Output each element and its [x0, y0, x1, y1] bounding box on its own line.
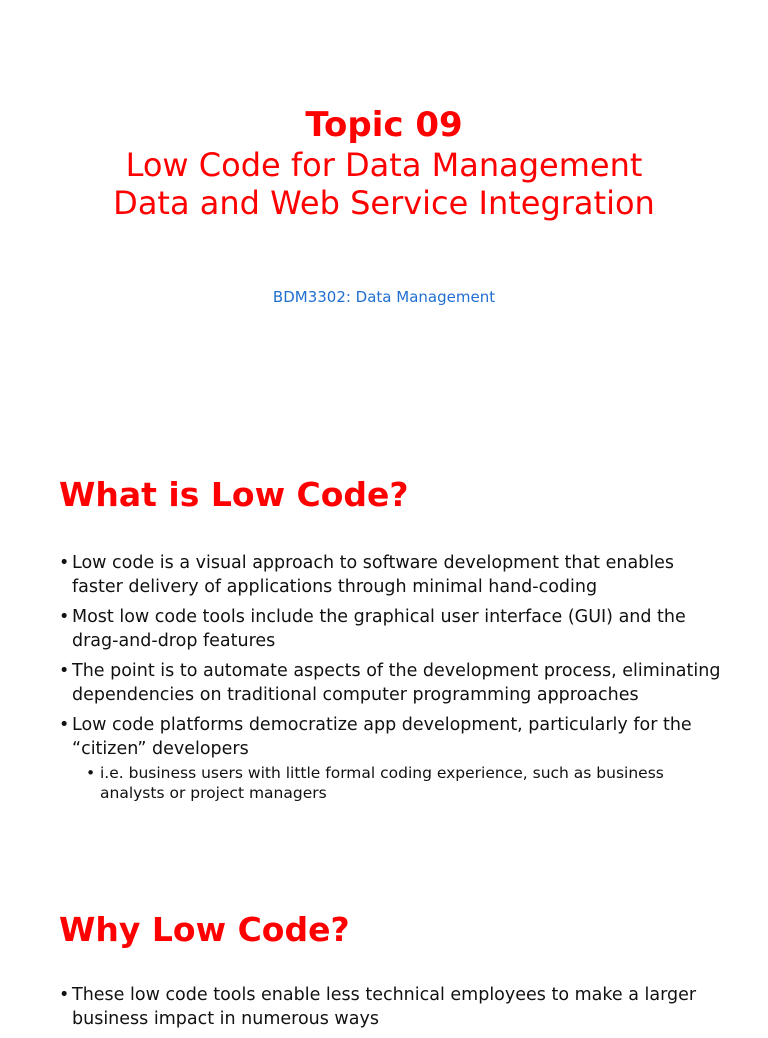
- bullet-text: Low code platforms democratize app development, particularly for the “citizen” developers: [72, 715, 692, 759]
- bullet-item: • Most low code tools include the graphical user interface (GUI) and the drag-and-drop features: [59, 606, 729, 653]
- what-is-low-code-slide: [0, 440, 768, 880]
- bullet-item-with-sublist: [59, 714, 729, 803]
- bullet-list: [59, 984, 729, 1038]
- slide-heading: What is Low Code?: [59, 475, 409, 514]
- bullet-item: • These low code tools enable less technical employees to make a larger business impact in numerous ways: [59, 984, 729, 1031]
- sub-bullet-item: • i.e. business users with little formal coding experience, such as business analysts or project managers: [72, 763, 729, 803]
- bullet-item: • Low code is a visual approach to software development that enables faster delivery of applications through minimal hand-coding: [59, 552, 729, 599]
- subtitle-line-1: Low Code for Data Management: [125, 146, 643, 184]
- topic-title: Topic 09: [305, 105, 463, 145]
- subtitle-line-2: Data and Web Service Integration: [113, 184, 655, 222]
- why-low-code-slide: [0, 880, 768, 1029]
- bullet-item: • The point is to automate aspects of the development process, eliminating dependencies on traditional computer programming approaches: [59, 660, 729, 707]
- slide-heading: Why Low Code?: [59, 910, 350, 949]
- title-slide: [0, 0, 768, 440]
- sub-bullet-list: [72, 763, 729, 803]
- title-block: [0, 104, 768, 222]
- course-label: BDM3302: Data Management: [272, 288, 496, 306]
- bullet-list: [59, 552, 729, 810]
